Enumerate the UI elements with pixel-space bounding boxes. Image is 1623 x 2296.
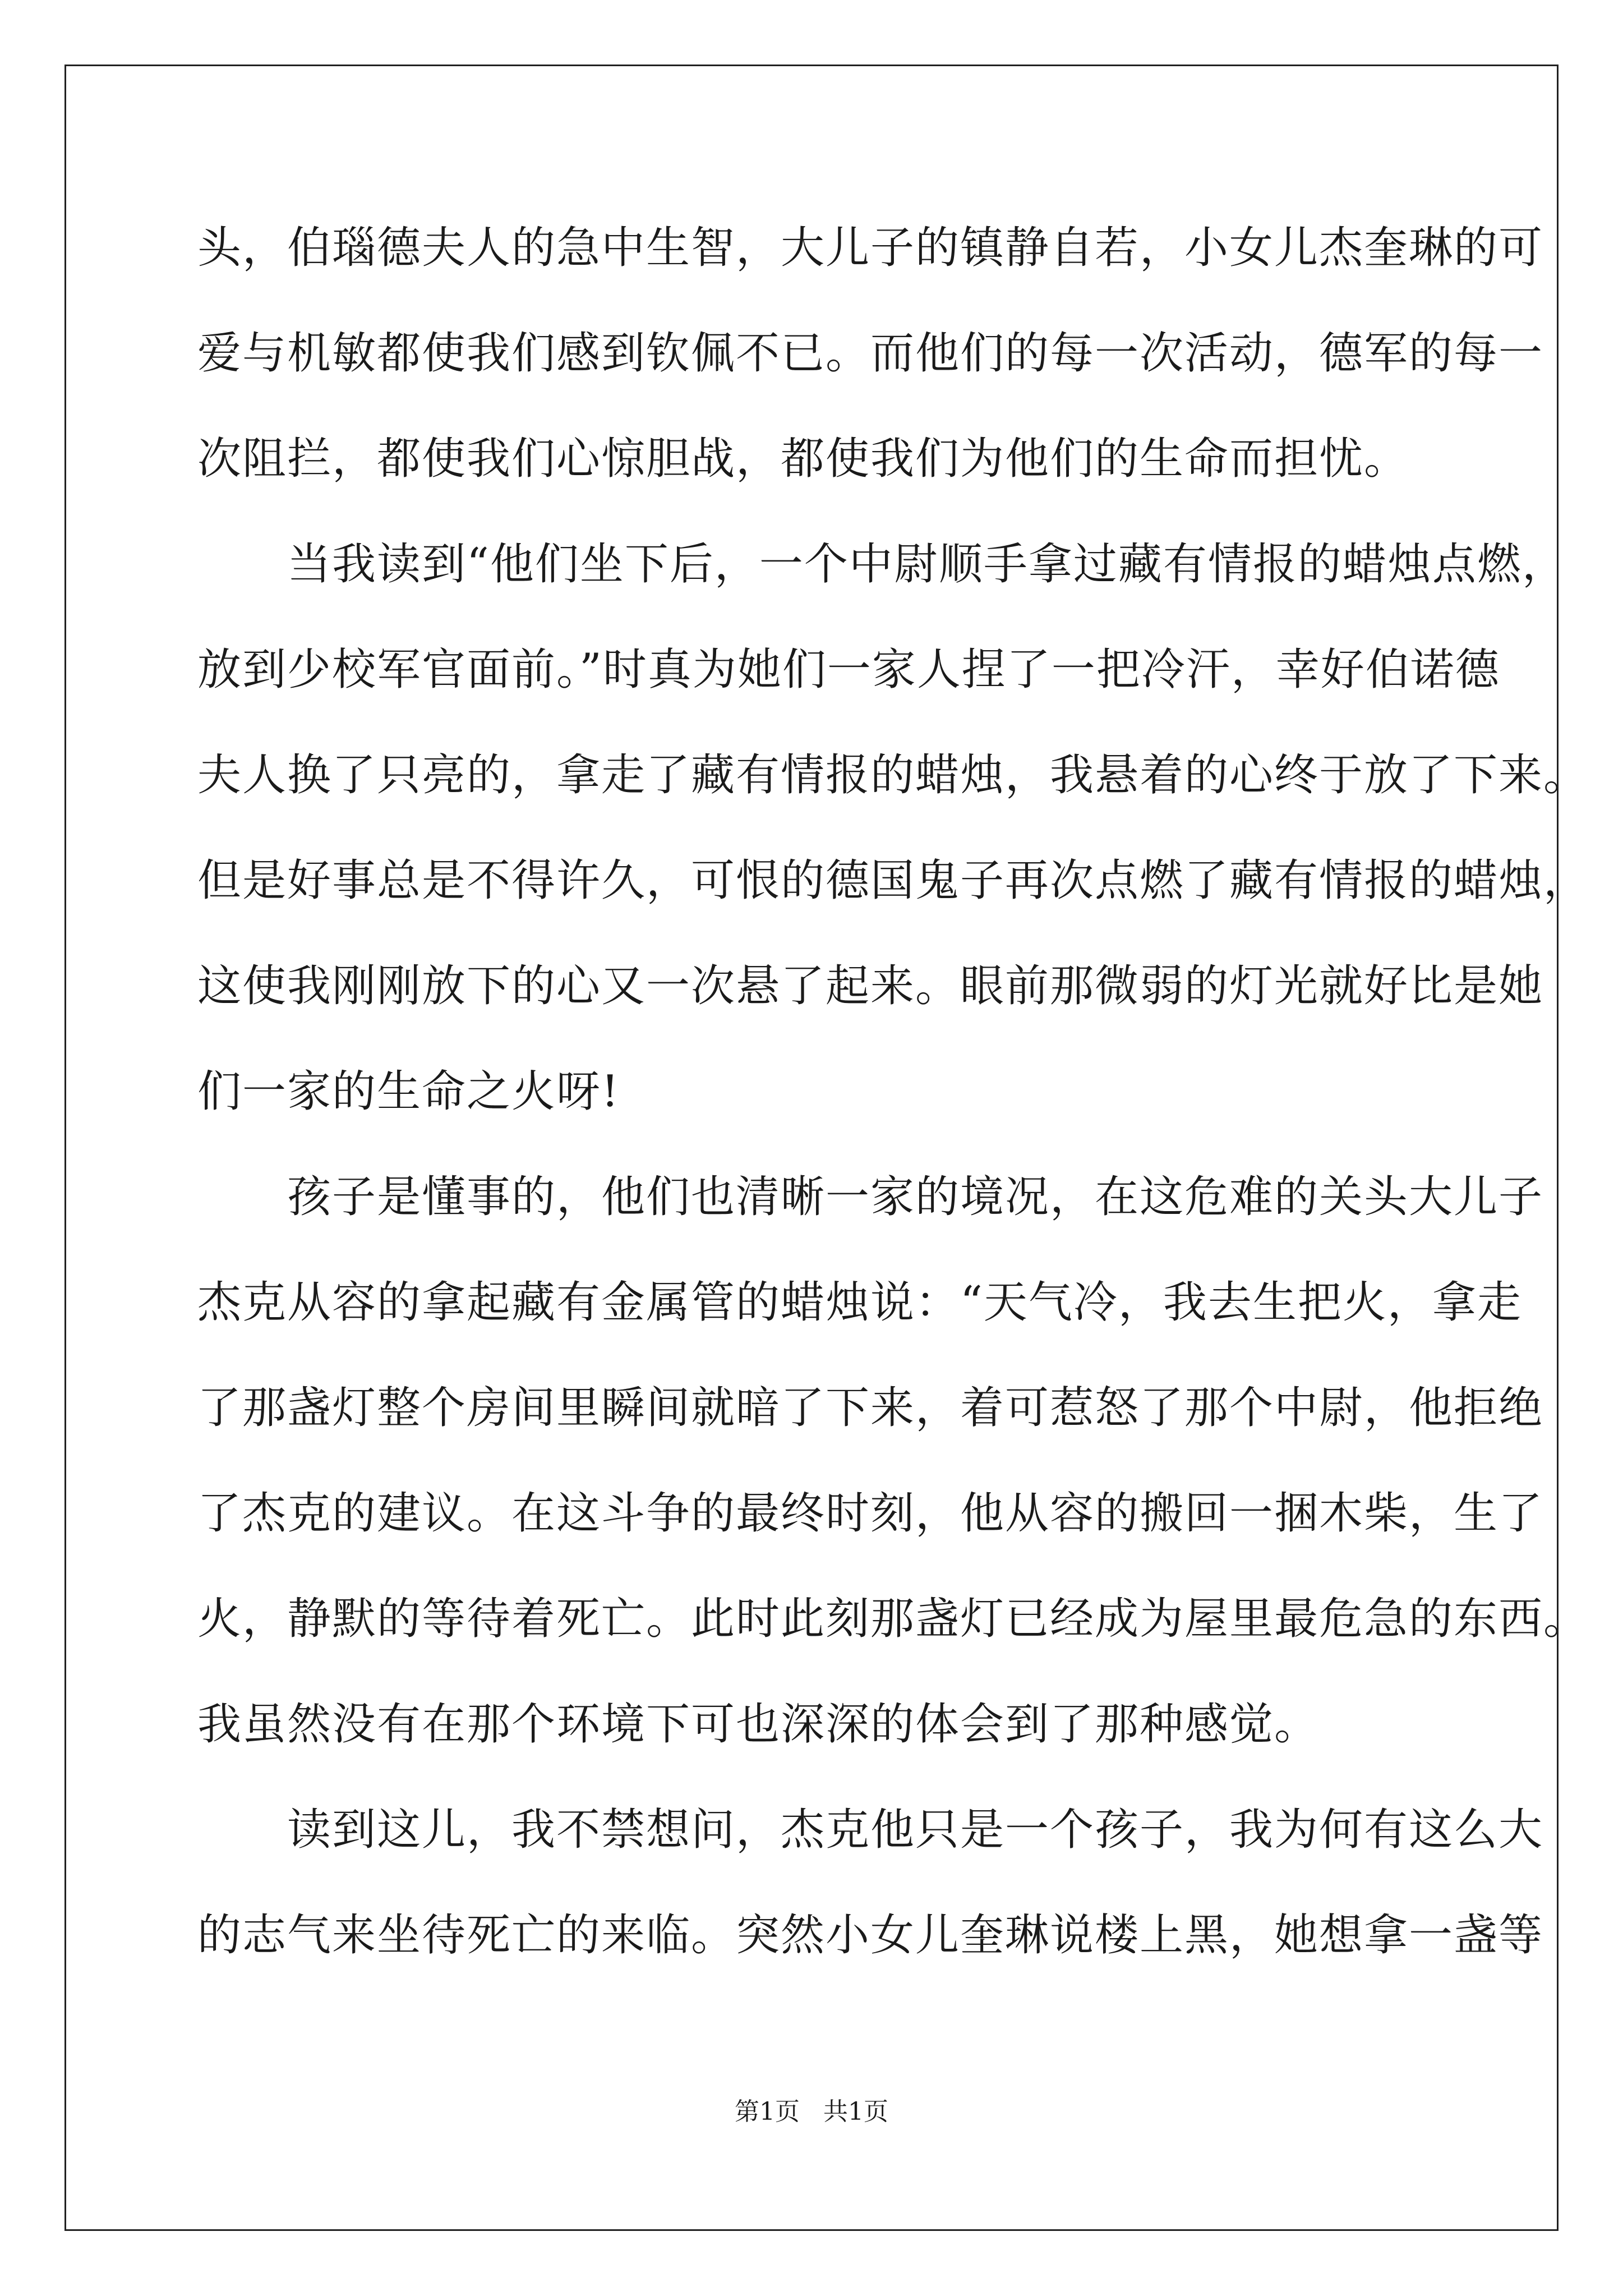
- text-line: 了杰克的建议。在这斗争的最终时刻，他从容的搬回一捆木柴，生了: [197, 1488, 1544, 1539]
- page-border: [64, 65, 1589, 2231]
- text-line: 爱与机敏都使我们感到钦佩不已。而他们的每一次活动，德军的每一: [197, 328, 1544, 379]
- text-line: 孩子是懂事的，他们也清晰一家的境况，在这危难的关头大儿子: [197, 1172, 1544, 1222]
- text-line: 头，伯瑙德夫人的急中生智，大儿子的镇静自若，小女儿杰奎琳的可: [197, 223, 1544, 273]
- text-line: 火，静默的等待着死亡。此时此刻那盏灯已经成为屋里最危急的东西。: [197, 1594, 1589, 1644]
- text-line: 次阻拦，都使我们心惊胆战，都使我们为他们的生命而担忧。: [197, 434, 1409, 484]
- text-line: 们一家的生命之火呀!: [197, 1066, 620, 1117]
- text-line: 了那盏灯整个房间里瞬间就暗了下来，着可惹怒了那个中尉，他拒绝: [197, 1383, 1544, 1433]
- page-number: 第1页: [735, 2097, 800, 2126]
- text-line: 杰克从容的拿起藏有金属管的蜡烛说：“天气冷，我去生把火，拿走: [197, 1277, 1522, 1328]
- text-line: 但是好事总是不得许久，可恨的德国鬼子再次点燃了藏有情报的蜡烛，: [197, 855, 1589, 906]
- text-line: 读到这儿，我不禁想问，杰克他只是一个孩子，我为何有这么大: [197, 1805, 1544, 1855]
- page-total: 共1页: [823, 2097, 888, 2126]
- text-line: 我虽然没有在那个环境下可也深深的体会到了那种感觉。: [197, 1699, 1320, 1750]
- page-footer: [0, 2095, 1623, 2129]
- text-line: 这使我刚刚放下的心又一次悬了起来。眼前那微弱的灯光就好比是她: [197, 961, 1544, 1011]
- text-line: 放到少校军官面前。”时真为她们一家人捏了一把冷汗，幸好伯诺德: [197, 645, 1500, 695]
- text-line: 当我读到“他们坐下后，一个中尉顺手拿过藏有情报的蜡烛点燃，: [197, 539, 1567, 590]
- text-line: 夫人换了只亮的，拿走了藏有情报的蜡烛，我悬着的心终于放了下来。: [197, 750, 1589, 800]
- text-line: 的志气来坐待死亡的来临。突然小女儿奎琳说楼上黑，她想拿一盏等: [197, 1910, 1544, 1961]
